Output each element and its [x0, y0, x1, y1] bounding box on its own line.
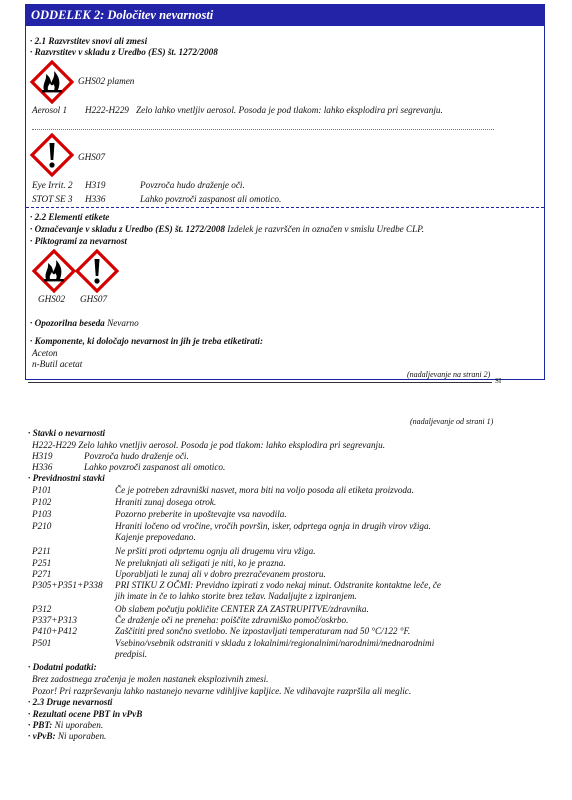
aerosol-text: Zelo lahko vnetljiv aerosol. Posoda je pod tlakom: lahko eksplodira pri segrevanju. — [136, 105, 443, 115]
continued-to-next: (nadaljevanje na strani 2) — [407, 370, 491, 379]
prec-text-cont: predpisi. — [115, 649, 148, 659]
flame-pictogram-icon — [30, 60, 74, 104]
section-title: ODDELEK 2: Določitev nevarnosti — [25, 4, 545, 26]
hazard-code: H336 — [32, 462, 53, 472]
prec-code: P501 — [32, 638, 52, 648]
pictograms-heading: · Piktogrami za nevarnost — [30, 236, 127, 246]
component-item: Aceton — [32, 348, 58, 358]
signal-word-value: Nevarno — [107, 318, 139, 328]
stot-code: H336 — [85, 194, 106, 204]
additional-info-line: Brez zadostnega zračenja je možen nastanek eksplozivnih zmesi. — [32, 674, 269, 684]
vpvb-line — [28, 731, 106, 741]
hazard-statements-heading: · Stavki o nevarnosti — [28, 428, 106, 438]
vpvb-label: · vPvB: — [28, 731, 56, 741]
pictogram-label-ghs07: GHS07 — [80, 294, 108, 304]
additional-info-heading: · Dodatni podatki: — [28, 662, 97, 672]
dotted-separator — [32, 129, 494, 130]
aerosol-class: Aerosol 1 — [32, 105, 68, 115]
eye-class: Eye Irrit. 2 — [32, 180, 73, 190]
pbt-line — [28, 720, 103, 730]
pbt-results-heading: · Rezultati ocene PBT in vPvB — [28, 709, 143, 719]
continued-from-previous: (nadaljevanje od strani 1) — [410, 417, 494, 426]
prec-text: Hraniti ločeno od vročine, vročih površin, isker, odprtega ognja in drugih virov vžiga. — [115, 521, 431, 531]
prec-code: P337+P313 — [32, 615, 77, 625]
prec-text: Hraniti zunaj dosega otrok. — [115, 497, 217, 507]
stot-class: STOT SE 3 — [32, 194, 73, 204]
prec-text: PRI STIKU Z OČMI: Previdno izpirati z vodo nekaj minut. Odstranite kontaktne leče, če — [115, 580, 442, 590]
pictogram-label-ghs02: GHS02 — [38, 294, 66, 304]
prec-code: P251 — [32, 558, 52, 568]
eye-code: H319 — [85, 180, 106, 190]
heading-2-3: · 2.3 Druge nevarnosti — [28, 697, 113, 707]
hazard-code: H222-H229 — [32, 440, 76, 450]
dashed-separator — [26, 207, 544, 208]
hazard-text: Lahko povzroči zaspanost ali omotico. — [84, 462, 226, 472]
components-heading: · Komponente, ki določajo nevarnost in jih je treba etiketirati: — [30, 336, 264, 346]
prec-code: P211 — [32, 546, 51, 556]
hazard-row — [32, 440, 385, 450]
hazard-text: Povzroča hudo draženje oči. — [84, 451, 189, 461]
labelling-line — [30, 224, 424, 234]
prec-code: P271 — [32, 569, 52, 579]
classification-heading: · Razvrstitev v skladu z Uredbo (ES) št. 1272/2008 — [30, 47, 218, 57]
signal-word-label: · Opozorilna beseda — [30, 318, 105, 328]
additional-info-line: Pozor! Pri razprševanju lahko nastanejo nevarne vdihljive kapljice. Ne vdihavajte razpršila ali meglic. — [32, 686, 412, 696]
precautionary-heading: · Previdnostni stavki — [28, 473, 105, 483]
prec-text: Če draženje oči ne preneha: poiščite zdravniško pomoč/oskrbo. — [115, 615, 349, 625]
signal-word-line — [30, 318, 139, 328]
prec-code: P102 — [32, 497, 52, 507]
ghs02-label: GHS02 plamen — [78, 76, 135, 86]
prec-code: P305+P351+P338 — [32, 580, 103, 590]
prec-text: Zaščititi pred sončno svetlobo. Ne izpostavljati temperaturam nad 50 °C/122 °F. — [115, 626, 411, 636]
prec-code: P210 — [32, 521, 52, 531]
language-code: SI — [495, 377, 502, 385]
heading-2-2: · 2.2 Elementi etikete — [30, 212, 110, 222]
labelling-bold: · Označevanje v skladu z Uredbo (ES) št. 1272/2008 — [30, 224, 225, 234]
prec-text: Če je potreben zdravniški nasvet, mora biti na voljo posoda ali etiketa proizvoda. — [115, 485, 414, 495]
prec-text: Pozorno preberite in upoštevajte vsa navodila. — [115, 509, 287, 519]
prec-text-cont: jih imate in če to lahko storite brez težav. Nadaljujte z izpiranjem. — [115, 591, 357, 601]
vpvb-value: Ni uporaben. — [57, 731, 107, 741]
prec-text-cont: Kajenje prepovedano. — [115, 532, 196, 542]
prec-code: P101 — [32, 485, 52, 495]
prec-code: P312 — [32, 604, 52, 614]
prec-code: P410+P412 — [32, 626, 77, 636]
stot-text: Lahko povzroči zaspanost ali omotico. — [140, 194, 282, 204]
prec-text: Uporabljati le zunaj ali v dobro prezračevanem prostoru. — [115, 569, 326, 579]
eye-text: Povzroča hudo draženje oči. — [140, 180, 245, 190]
heading-2-1: · 2.1 Razvrstitev snovi ali zmesi — [30, 36, 148, 46]
aerosol-codes: H222-H229 — [85, 105, 129, 115]
component-item: n-Butil acetat — [32, 359, 83, 369]
flame-pictogram-icon — [32, 249, 76, 293]
prec-text: Ne preluknjati ali sežigati je niti, ko je prazna. — [115, 558, 286, 568]
prec-text: Vsebino/vsebnik odstraniti v skladu z lokalnimi/regionalnimi/narodnimi/mednarodnimi — [115, 638, 435, 648]
exclamation-pictogram-icon — [75, 249, 119, 293]
prec-text: Ob slabem počutju pokličite CENTER ZA ZASTRUPITVE/zdravnika. — [115, 604, 369, 614]
pbt-value: Ni uporaben. — [54, 720, 104, 730]
ghs07-label: GHS07 — [78, 152, 106, 162]
hazard-text: Zelo lahko vnetljiv aerosol. Posoda je pod tlakom: lahko eksplodira pri segrevanju. — [78, 440, 385, 450]
page-footer-rule — [28, 382, 492, 383]
prec-text: Ne pršiti proti odprtemu ognju ali drugemu viru vžiga. — [115, 546, 316, 556]
exclamation-pictogram-icon — [30, 133, 74, 177]
labelling-text: Izdelek je razvrščen in označen v smislu Uredbe CLP. — [227, 224, 425, 234]
prec-code: P103 — [32, 509, 52, 519]
hazard-code: H319 — [32, 451, 53, 461]
pbt-label: · PBT: — [28, 720, 53, 730]
